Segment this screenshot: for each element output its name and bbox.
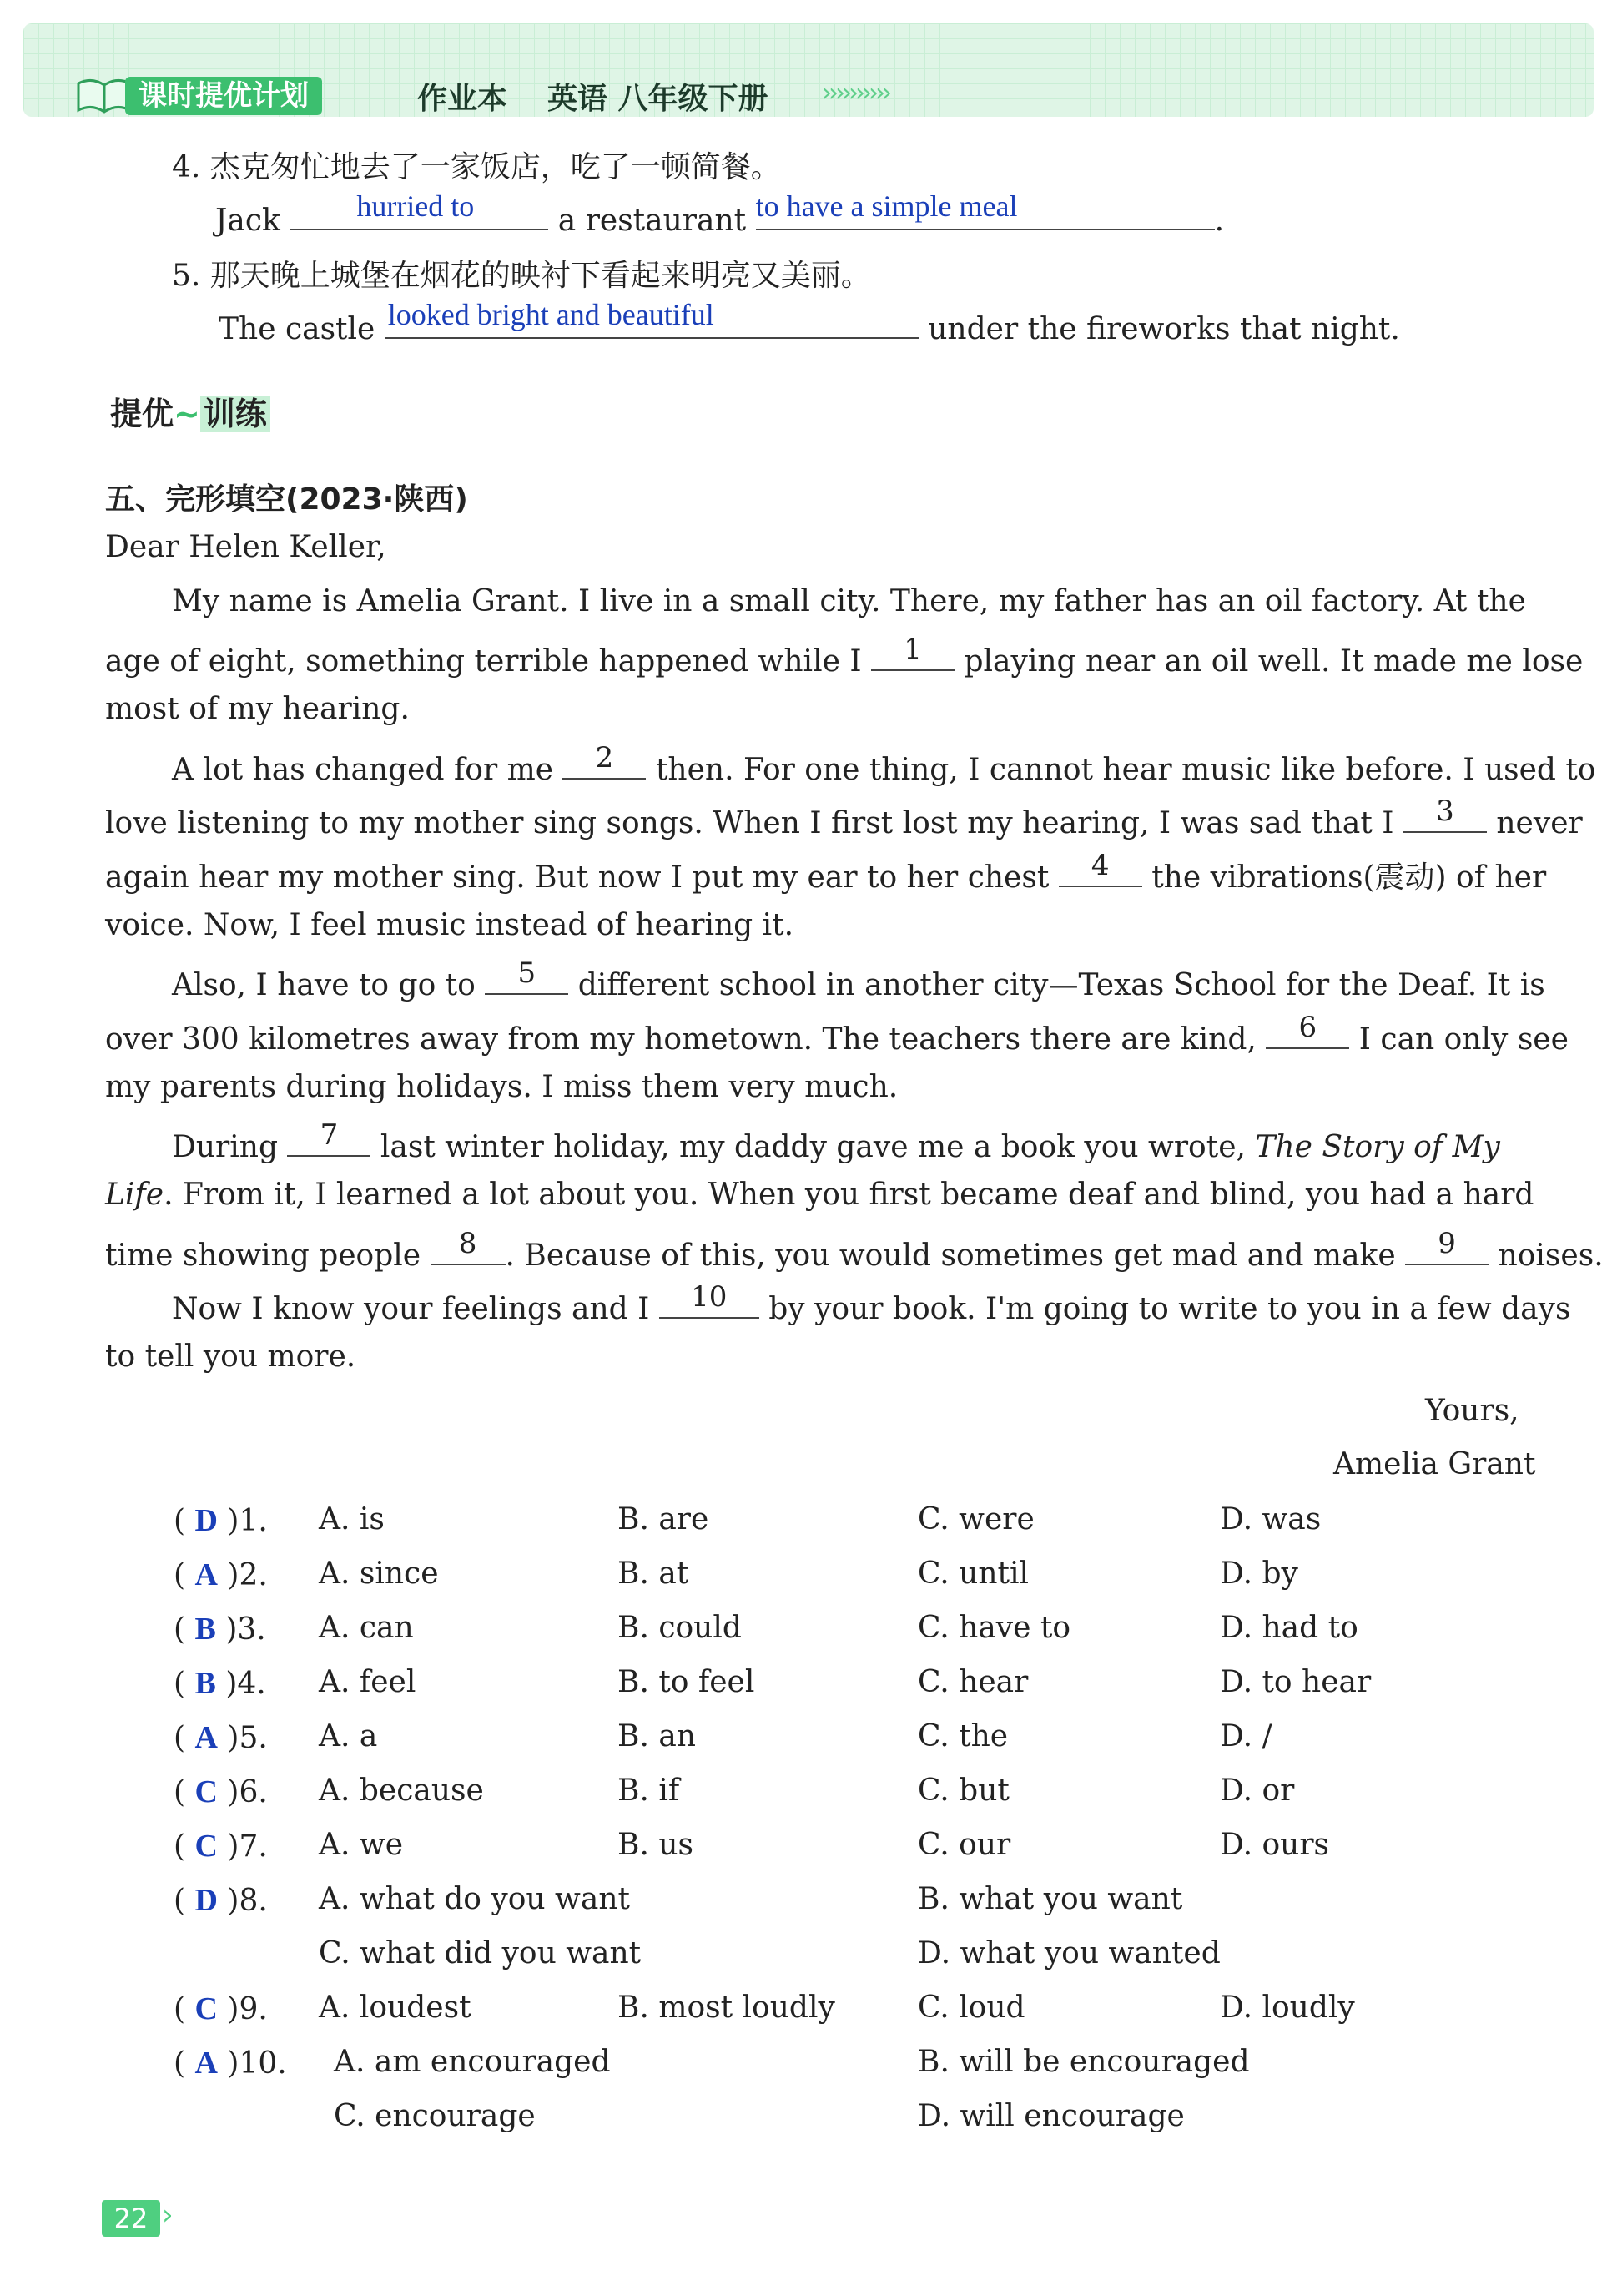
page-number: 22 (102, 2200, 160, 2237)
option-d: D. had to (1220, 1611, 1358, 1645)
text: Also, I have to go to (172, 968, 476, 1002)
text: . Because of this, you would sometimes get mad and make (505, 1239, 1396, 1273)
answer-mark: C (194, 1829, 218, 1864)
blank-1 (871, 633, 955, 671)
option-c: C. loud (918, 1991, 1025, 2025)
blank-3 (1403, 795, 1487, 833)
blank-number: 9 (1438, 1227, 1456, 1260)
letter-line (105, 849, 1547, 896)
answer-mark: A (194, 2046, 218, 2081)
text: age of eight, something terrible happened while I (105, 644, 862, 679)
option-c: C. encourage (334, 2099, 536, 2133)
section-title-2: 训练 (200, 396, 270, 432)
cloze-heading: 五、完形填空(2023·陕西) (105, 482, 468, 517)
option-c: C. but (918, 1774, 1010, 1808)
letter-line (105, 1011, 1569, 1057)
answer-mark: C (194, 1991, 218, 2026)
blank-number: 5 (517, 956, 536, 990)
letter-line (105, 633, 1584, 679)
question-3: ( B )3. (174, 1612, 266, 1647)
text: different school in another city—Texas School for the Deaf. It is (577, 968, 1545, 1002)
text: never (1496, 806, 1583, 840)
option-b: B. if (617, 1774, 680, 1808)
q4-english (215, 189, 1225, 238)
text: noises. (1498, 1239, 1604, 1273)
letter-closing: Yours, (1425, 1394, 1519, 1428)
answer-mark: D (194, 1883, 218, 1918)
blank-9 (1405, 1227, 1489, 1265)
option-a: A. because (319, 1774, 484, 1808)
answer-mark: B (194, 1666, 216, 1701)
option-c: C. until (918, 1557, 1030, 1591)
option-a: A. since (319, 1557, 439, 1591)
option-a: A. we (319, 1828, 404, 1862)
question-10: ( A )10. (174, 2046, 287, 2081)
letter-line (105, 1178, 1534, 1212)
letter-line: to tell you more. (105, 1340, 356, 1374)
text: then. For one thing, I cannot hear music like before. I used to (655, 753, 1596, 787)
option-a: A. what do you want (319, 1882, 630, 1916)
letter-line: my parents during holidays. I miss them very much. (105, 1070, 899, 1104)
option-b: B. us (617, 1828, 694, 1862)
text: love listening to my mother sing songs. When I first lost my hearing, I was sad that I (105, 806, 1394, 840)
answer-mark: D (194, 1503, 218, 1538)
letter-line (172, 1118, 1500, 1164)
option-d: D. ours (1220, 1828, 1330, 1862)
text: A lot has changed for me (172, 753, 554, 787)
blank-6 (1266, 1011, 1349, 1049)
book-title: Life (105, 1178, 164, 1212)
blank-number: 1 (904, 633, 922, 666)
q5-blank (385, 298, 919, 339)
blank-number: 4 (1091, 849, 1110, 882)
option-d: D. or (1220, 1774, 1295, 1808)
option-b: B. at (617, 1557, 689, 1591)
option-a: A. loudest (319, 1991, 471, 2025)
text: playing near an oil well. It made me lose (964, 644, 1584, 679)
text: Now I know your feelings and I (172, 1292, 650, 1326)
letter-line (172, 1280, 1571, 1326)
option-b: B. most loudly (617, 1991, 835, 2025)
text: During (172, 1130, 279, 1164)
chevron-decoration: ›››››››››› (822, 78, 889, 108)
question-4: ( B )4. (174, 1666, 266, 1701)
option-d: D. by (1220, 1557, 1298, 1591)
letter-line (172, 956, 1545, 1002)
option-b: B. could (617, 1611, 742, 1645)
option-c: C. have to (918, 1611, 1071, 1645)
option-a: A. am encouraged (334, 2045, 611, 2079)
q4-answer-2: to have a simple meal (755, 189, 1018, 223)
option-c: C. the (918, 1719, 1009, 1754)
answer-mark: B (194, 1612, 216, 1647)
q4-blank-1 (290, 189, 548, 230)
blank-4 (1059, 849, 1142, 887)
question-2: ( A )2. (174, 1557, 268, 1592)
option-b: B. are (617, 1502, 709, 1537)
question-1: ( D )1. (174, 1503, 268, 1538)
question-7: ( C )7. (174, 1829, 268, 1864)
option-d: D. / (1220, 1719, 1272, 1754)
blank-number: 6 (1298, 1011, 1317, 1044)
option-c: C. our (918, 1828, 1011, 1862)
q4-chinese: 4. 杰克匆忙地去了一家饭店，吃了一顿简餐。 (172, 150, 781, 184)
brand-label: 课时提优计划 (125, 77, 322, 115)
blank-8 (431, 1227, 506, 1265)
chevron-right-icon: › (162, 2198, 174, 2232)
question-5: ( A )5. (174, 1720, 268, 1755)
answer-mark: C (194, 1774, 218, 1809)
blank-number: 7 (320, 1118, 339, 1152)
text: again hear my mother sing. But now I put my ear to her chest (105, 860, 1050, 895)
option-d: D. to hear (1220, 1665, 1372, 1699)
letter-salutation: Dear Helen Keller, (105, 530, 386, 564)
subject-label: 英语 八年级下册 (547, 82, 768, 116)
letter-line (172, 741, 1596, 787)
text: by your book. I'm going to write to you in a few days (768, 1292, 1571, 1326)
q5-english (219, 298, 1400, 346)
q4-mid: a restaurant (557, 204, 747, 238)
blank-2 (562, 741, 646, 780)
text: I can only see (1358, 1022, 1569, 1057)
option-c: C. hear (918, 1665, 1029, 1699)
book-title: The Story of My (1255, 1130, 1500, 1164)
blank-number: 3 (1436, 795, 1454, 828)
option-b: B. to feel (617, 1665, 755, 1699)
blank-10 (659, 1280, 759, 1319)
blank-7 (287, 1118, 370, 1157)
letter-line: voice. Now, I feel music instead of hearing it. (105, 908, 794, 942)
q4-start: Jack (215, 204, 280, 238)
letter-line: most of my hearing. (105, 692, 410, 726)
letter-line (105, 1227, 1604, 1273)
letter-signature: Amelia Grant (1333, 1447, 1536, 1481)
answer-mark: A (194, 1557, 218, 1592)
option-a: A. feel (319, 1665, 416, 1699)
option-d: D. will encourage (918, 2099, 1185, 2133)
option-b: B. an (617, 1719, 696, 1754)
text: last winter holiday, my daddy gave me a book you wrote, (380, 1130, 1246, 1164)
book-label: 作业本 (417, 82, 508, 116)
q5-start: The castle (219, 312, 375, 346)
q5-answer: looked bright and beautiful (387, 298, 714, 331)
option-d: D. what you wanted (918, 1936, 1221, 1971)
letter-line (105, 795, 1583, 840)
text: . From it, I learned a lot about you. When you first became deaf and blind, you had a hard (164, 1178, 1534, 1212)
option-c: C. were (918, 1502, 1035, 1537)
question-8: ( D )8. (174, 1883, 268, 1918)
option-a: A. is (319, 1502, 385, 1537)
option-a: A. a (319, 1719, 378, 1754)
q5-chinese: 5. 那天晚上城堡在烟花的映衬下看起来明亮又美丽。 (172, 259, 871, 293)
q4-blank-2 (755, 189, 1215, 230)
option-b: B. what you want (918, 1882, 1183, 1916)
blank-number: 2 (595, 741, 614, 775)
text: the vibrations(震动) of her (1151, 860, 1547, 895)
q4-end: . (1214, 204, 1225, 238)
option-a: A. can (319, 1611, 414, 1645)
option-c: C. what did you want (319, 1936, 642, 1971)
answer-mark: A (194, 1720, 218, 1755)
text: time showing people (105, 1239, 421, 1273)
q5-end: under the fireworks that night. (928, 312, 1400, 346)
option-d: D. loudly (1220, 1991, 1355, 2025)
blank-number: 8 (458, 1227, 477, 1260)
text: over 300 kilometres away from my hometown. The teachers there are kind, (105, 1022, 1257, 1057)
blank-5 (485, 956, 568, 995)
blank-number: 10 (691, 1280, 728, 1314)
letter-line: My name is Amelia Grant. I live in a small city. There, my father has an oil factory. At the (172, 584, 1526, 618)
q4-answer-1: hurried to (356, 189, 475, 223)
option-d: D. was (1220, 1502, 1322, 1537)
section-title: 提优~ 训练 (110, 388, 270, 434)
question-9: ( C )9. (174, 1991, 268, 2026)
question-6: ( C )6. (174, 1774, 268, 1809)
option-b: B. will be encouraged (918, 2045, 1250, 2079)
section-title-1: 提优 (110, 396, 174, 432)
